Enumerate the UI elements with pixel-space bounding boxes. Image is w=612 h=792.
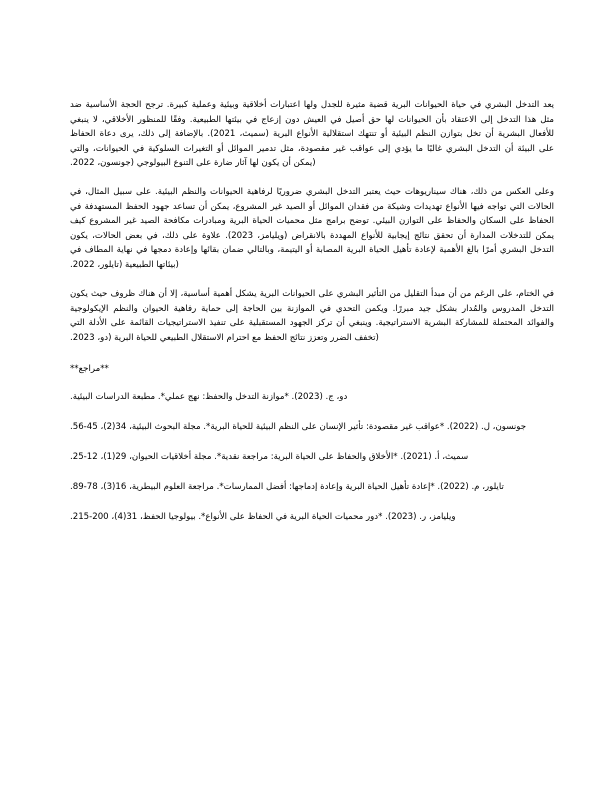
paragraph-line: في الختام، على الرغم من أن مبدأ التقليل من التأثير البشري على الحيوانات البرية يشكل أهمية أساسية، إلا أن هناك ظروف حيث يكون	[70, 289, 554, 299]
paragraph-line: الحالات التي تواجه فيها الأنواع تهديدات وشيكة من فقدان الموائل أو الصيد غير المشروع، يمكن أن تساعد جهود الحفظ المستهدفة في	[70, 201, 554, 212]
reference-item: سميث، أ. (2021). *الأخلاق والحفاظ على الحياة البرية: مراجعة نقدية*. مجلة أخلاقيات الحيوان، 29(1)، 12-25.	[70, 452, 469, 462]
paragraph-line: وعلى العكس من ذلك، هناك سيناريوهات حيث يعتبر التدخل البشري ضروريًا لرفاهية الحيوانات والنظم البيئية. على سبيل المثال، في	[70, 187, 554, 197]
paragraph-line: (يمكن أن يكون لها آثار ضارة على التنوع البيولوجي (جونسون، 2022.	[70, 158, 316, 168]
paragraph-line: التدخل البشري أمرًا بالغ الأهمية لإعادة تأهيل الحياة البرية المصابة أو اليتيمة، وبالتالي ضمان بقائها وإعادة دمجها في نهاية المطاف في	[70, 245, 554, 255]
paragraph-line: على البيئة أن التدخل البشري غالبًا ما يؤدي إلى عواقب غير مقصودة، مثل تدمير الموائل أو التغيرات السلوكية في الحيوانات، والتي	[70, 143, 554, 154]
paragraph-line: والفوائد المحتملة للمشاركة البشرية الاستراتيجية. وينبغي أن تركز الجهود المستقبلية على تنفيذ الاستراتيجيات القائمة على الأدلة التي	[70, 318, 554, 328]
paragraph-line: الحفاظ على السكان والحفاظ على التوازن البيئي. توضح برامج مثل محميات الحياة البرية ومبادرات مكافحة الصيد غير المشروع كيف	[70, 216, 554, 226]
paragraph-line: التدخل المدروس والمُدار بشكل جيد مبررًا. ويكمن التحدي في الموازنة بين الحاجة إلى حماية رفاهية الحيوان والنظم الإيكولوجية	[70, 303, 554, 314]
paragraph-line: للأفعال البشرية أن تخل بتوازن النظم البيئية أو تنتهك استقلالية الأنواع البرية (سميث، 2021). بالإضافة إلى ذلك، يرى دعاة الحفاظ	[70, 129, 554, 139]
paragraph-line: مثل هذا التدخل إلى الاعتقاد بأن الحيوانات لها حق أصيل في العيش دون إزعاج في بيئتها الطبيعية. وفقًا للمنظور الأخلاقي، لا ينبغي	[70, 114, 554, 125]
reference-item: دو، ج. (2023). *موازنة التدخل والحفظ: نهج عملي*. مطبعة الدراسات البيئية.	[70, 392, 348, 402]
paragraph-line: يمكن للتدخلات المدارة أن تحقق نتائج إيجابية للأنواع المهددة بالانقراض (ويليامز، 2023). علاوة على ذلك، في بعض الحالات، يكون	[70, 230, 554, 241]
reference-item: ويليامز، ر. (2023). *دور محميات الحياة البرية في الحفاظ على الأنواع*. بيولوجيا الحفظ، 31(4)، 200-215.	[70, 512, 456, 522]
reference-item: جونسون، ل. (2022). *عواقب غير مقصودة: تأثير الإنسان على النظم البيئية للحياة البرية*. مجلة البحوث البيئية، 34(2)، 45-56.	[70, 422, 527, 432]
paragraph-line: (تخفف الضرر وتعزز نتائج الحفظ مع احترام الاستقلال الطبيعي للحياة البرية (دو، 2023.	[70, 332, 379, 343]
paragraph-line: (بيئاتها الطبيعية (تايلور، 2022.	[70, 259, 179, 270]
references-heading: **مراجع**	[70, 364, 109, 374]
paragraph-line: يعد التدخل البشري في حياة الحيوانات البرية قضية مثيرة للجدل ولها اعتبارات أخلاقية وبيئية وعملية كبيرة. ترجح الحجة الأساسية ضد	[70, 100, 554, 110]
reference-item: تايلور، م. (2022). *إعادة تأهيل الحياة البرية وإعادة إدماجها: أفضل الممارسات*. مراجعة العلوم البيطرية، 16(3)، 78-89.	[70, 482, 504, 492]
